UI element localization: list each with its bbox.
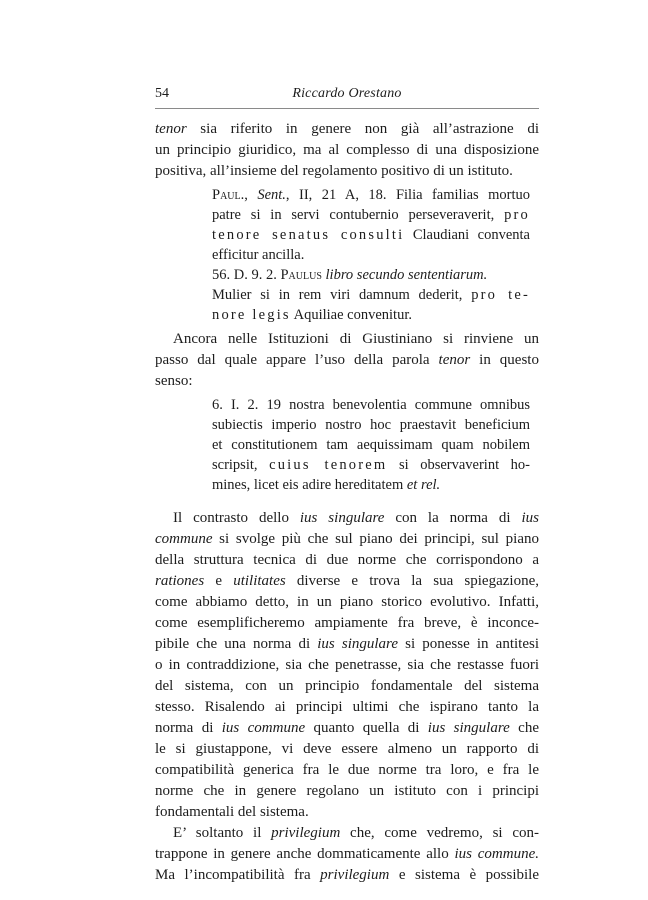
- text-run: rationes: [155, 573, 205, 589]
- text-run: pibile che una norma di: [155, 636, 318, 652]
- text-run: Paul.: [212, 187, 245, 203]
- text-run: 6. I. 2. 19 nostra benevolentia commune omnibus: [212, 397, 530, 413]
- text-run: scripsit,: [212, 457, 270, 473]
- text-run: nore legis: [212, 307, 291, 323]
- text-run: tenore senatus consulti: [212, 227, 405, 243]
- text-run: e sistema è possibile: [389, 867, 539, 883]
- text-run: , II, 21 A, 18. Filia familias mortuo: [285, 187, 531, 203]
- text-run: sia riferito in genere non già all’astrazione di: [186, 121, 539, 137]
- text-run: trappone in genere anche dommaticamente allo: [155, 846, 455, 862]
- quote-line: [212, 306, 530, 324]
- text-run: ius commune: [221, 720, 306, 736]
- text-run: e: [204, 573, 234, 589]
- running-title: Riccardo Orestano: [292, 86, 402, 101]
- text-run: mines, licet eis adire hereditatem: [212, 477, 407, 493]
- quote-line: [212, 226, 530, 244]
- quote-line: [212, 436, 530, 454]
- text-run: Claudiani conventa: [404, 227, 530, 243]
- text-line: [155, 572, 539, 590]
- text-run: si observaverint ho-: [387, 457, 531, 473]
- text-run: privilegium: [271, 825, 341, 841]
- text-run: diverse e trova la sua spiegazione,: [285, 573, 539, 589]
- text-run: Aquiliae convenitur.: [290, 307, 412, 323]
- text-run: E’ soltanto il: [173, 825, 272, 841]
- page-number: 54: [155, 86, 169, 101]
- text-run: passo dal quale appare l’uso della parola: [155, 352, 439, 368]
- text-line: [155, 656, 539, 674]
- text-run: et constitutionem tam aequissimam quam nobilem: [212, 437, 530, 453]
- text-run: Ancora nelle Istituzioni di Giustiniano si rinviene un: [173, 331, 539, 347]
- text-run: quanto quella di: [305, 720, 428, 736]
- text-run: efficitur ancilla.: [212, 247, 305, 263]
- text-line: [155, 593, 539, 611]
- text-run: libro secundo sententiarum.: [325, 267, 488, 283]
- text-run: come esemplificheremo ampiamente fra breve, è inconce-: [155, 615, 539, 631]
- text-run: si svolge più che sul piano dei principi, sul piano: [212, 531, 539, 547]
- quote-line: [212, 396, 530, 414]
- quote-line: [212, 456, 530, 474]
- text-run: con la norma di: [384, 510, 522, 526]
- header-rule: [155, 108, 539, 109]
- text-run: le si giustappone, vi deve essere almeno un rapporto di: [155, 741, 539, 757]
- text-line: [155, 761, 539, 779]
- text-run: privilegium: [320, 867, 390, 883]
- text-run: ius singulare: [299, 510, 385, 526]
- text-run: commune: [155, 531, 213, 547]
- quote-line: [212, 186, 530, 204]
- text-line: [155, 698, 539, 716]
- text-run: un principio giuridico, ma al complesso di una disposizione: [155, 142, 539, 158]
- text-run: del sistema, con un principio fondamentale del sistema: [155, 678, 539, 694]
- text-run: Ma l’incompatibilità fra: [155, 867, 321, 883]
- text-line: [155, 866, 539, 884]
- text-run: patre si in servi contubernio perseveraverit,: [212, 207, 505, 223]
- text-line: [155, 614, 539, 632]
- text-run: della struttura tecnica di due norme che corrispondono a: [155, 552, 539, 568]
- text-run: si ponesse in antitesi: [398, 636, 539, 652]
- text-run: ius commune.: [454, 846, 539, 862]
- text-run: et rel.: [406, 477, 441, 493]
- quote-line: [212, 286, 530, 304]
- text-run: subiectis imperio nostro hoc praestavit beneficium: [212, 417, 530, 433]
- text-line: [155, 141, 539, 159]
- text-run: senso:: [155, 373, 193, 389]
- text-run: Sent.: [257, 187, 286, 203]
- text-line: [155, 635, 539, 653]
- text-run: fondamentali del sistema.: [155, 804, 309, 820]
- text-run: pro te-: [471, 287, 530, 303]
- text-line: [155, 120, 539, 138]
- quote-line: [212, 206, 530, 224]
- text-line: [173, 509, 539, 527]
- text-line: [173, 330, 539, 348]
- text-run: tenor: [155, 121, 187, 137]
- text-line: [173, 824, 539, 842]
- page-header: [155, 86, 539, 106]
- text-line: [155, 677, 539, 695]
- text-line: [155, 372, 539, 390]
- text-line: [155, 162, 539, 180]
- text-run: ,: [244, 187, 258, 203]
- text-run: positiva, all’insieme del regolamento positivo di un istituto.: [155, 163, 513, 179]
- text-run: in questo: [470, 352, 539, 368]
- text-line: [155, 845, 539, 863]
- text-line: [155, 719, 539, 737]
- text-run: Il contrasto dello: [173, 510, 300, 526]
- text-line: [155, 803, 539, 821]
- text-run: Mulier si in rem viri damnum dederit,: [212, 287, 472, 303]
- text-line: [155, 740, 539, 758]
- text-run: 56. D. 9. 2.: [212, 267, 281, 283]
- text-run: norma di: [155, 720, 222, 736]
- quote-line: [212, 266, 530, 284]
- text-run: tenor: [438, 352, 471, 368]
- text-run: o in contraddizione, sia che penetrasse, sia che restasse fuori: [155, 657, 539, 673]
- text-run: Paulus: [280, 267, 322, 283]
- text-run: come abbiamo detto, in un piano storico evolutivo. Infatti,: [155, 594, 539, 610]
- text-run: compatibilità generica fra le due norme tra loro, e fra le: [155, 762, 539, 778]
- text-line: [155, 351, 539, 369]
- quote-line: [212, 416, 530, 434]
- text-run: utilitates: [233, 573, 286, 589]
- text-run: ius singulare: [317, 636, 398, 652]
- text-run: cuius tenorem: [269, 457, 388, 473]
- text-run: ius: [521, 510, 539, 526]
- quote-line: [212, 476, 530, 494]
- text-run: che: [509, 720, 539, 736]
- quote-line: [212, 246, 530, 264]
- text-line: [155, 530, 539, 548]
- text-run: che, come vedremo, si con-: [340, 825, 539, 841]
- text-run: ius singulare: [427, 720, 510, 736]
- text-line: [155, 782, 539, 800]
- text-run: pro: [504, 207, 530, 223]
- text-run: stesso. Risalendo ai principi ultimi che ispirano tanto la: [155, 699, 539, 715]
- text-run: norme che in genere regolano un istituto con i principi: [155, 783, 539, 799]
- text-line: [155, 551, 539, 569]
